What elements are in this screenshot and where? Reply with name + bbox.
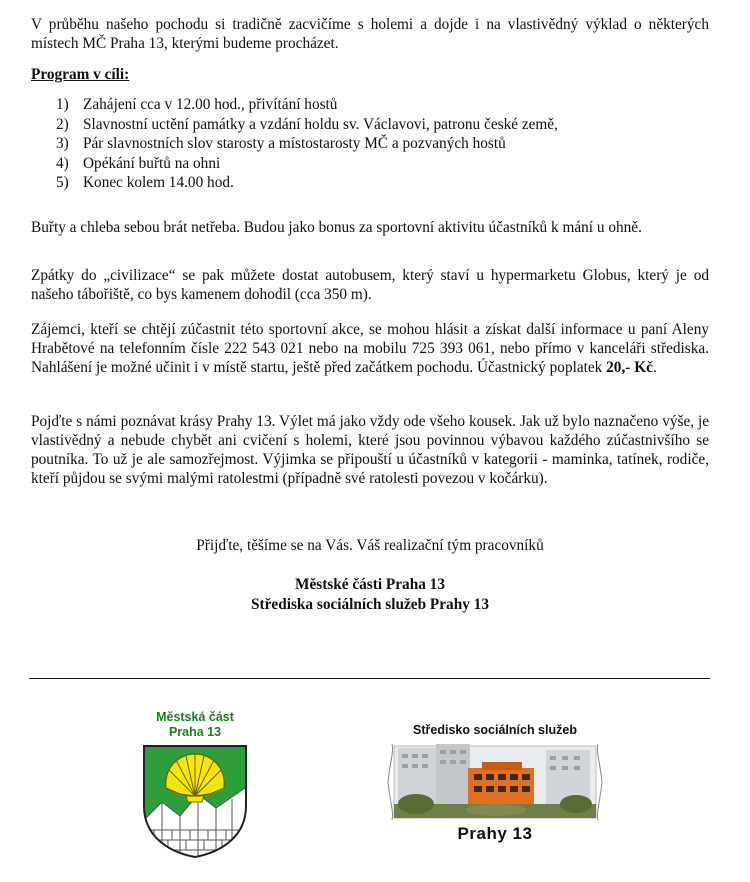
registration-end: . — [652, 359, 657, 376]
invitation-paragraph: Pojďte s námi poznávat krásy Prahy 13. Výlet má jako vždy ode všeho kousek. Jak už bylo naznačeno výše, je vlastivědný a nebude chybět ani cvičení s holemi, které jsou povinnou výbavou každého zúčastnivšího se poutníka. To už je ale samozřejmost. Výjimka se připouští u účastníků v kategorii - maminka, tatínek, rodiče, kteří půjdou se svými malými ratolestmi (případně své ratolesti povezou v kočárku). — [31, 413, 709, 487]
building-photo-icon — [386, 742, 604, 822]
program-item-number: 2) — [56, 115, 69, 133]
program-item-text: Pár slavnostních slov starosty a místostarosty MČ a pozvaných hostů — [83, 135, 506, 152]
district-logo-title-line2: Praha 13 — [168, 725, 222, 739]
program-item-number: 5) — [56, 174, 69, 191]
closing-invite: Přijďte, těšíme se na Vás. Váš realizační tým pracovníků — [196, 537, 544, 554]
program-item-text: Zahájení cca v 12.00 hod., přivítání hostů — [83, 96, 338, 113]
intro-paragraph: V průběhu našeho pochodu si tradičně zacvičíme s holemi a dojde i na vlastivědný výklad o některých místech MČ Praha 13, kterými budeme procházet. — [31, 16, 709, 52]
transport-paragraph: Zpátky do „civilizace“ se pak můžete dostat autobusem, který staví u hypermarketu Globus, který je od našeho tábořiště, co bys kamenem dohodil (cca 350 m). — [31, 267, 709, 303]
program-item — [56, 173, 558, 193]
divider-line — [29, 678, 710, 679]
signature-line-1: Městské části Praha 13 — [295, 576, 445, 593]
program-item-number: 3) — [56, 135, 69, 152]
coat-of-arms-icon — [142, 744, 248, 859]
program-list — [56, 95, 558, 193]
district-logo-title — [125, 710, 265, 740]
center-logo-subtitle: Prahy 13 — [457, 824, 533, 843]
program-item-number: 4) — [56, 154, 69, 172]
program-item — [56, 134, 558, 154]
center-logo-title: Středisko sociálních služeb — [413, 723, 577, 737]
program-item — [56, 95, 558, 115]
registration-paragraph — [31, 320, 709, 377]
district-logo-title-line1: Městská část — [156, 710, 234, 724]
program-item-text: Slavnostní uctění památky a vzdání holdu sv. Václavovi, patronu české země, — [83, 115, 558, 133]
fee-amount: 20,- Kč — [606, 359, 653, 376]
food-paragraph: Buřty a chleba sebou brát netřeba. Budou jako bonus za sportovní aktivitu účastníků k mání u ohně. — [31, 219, 642, 236]
program-item-text: Opékání buřtů na ohni — [83, 154, 221, 172]
program-item — [56, 115, 558, 135]
program-heading: Program v cíli: — [31, 66, 130, 83]
program-item-number: 1) — [56, 96, 69, 113]
registration-text: Zájemci, kteří se chtějí zúčastnit této sportovní akce, se mohou hlásit a získat další informace u paní Aleny Hrabětové na telefonním čísle 222 543 021 nebo na mobilu 725 393 061, nebo přímo v kanceláři střediska. Nahlášení je možné učinit i v místě startu, ještě před začátkem pochodu. Účastnický poplatek — [31, 321, 709, 376]
program-item — [56, 154, 558, 174]
signature-line-2: Střediska sociálních služeb Prahy 13 — [251, 596, 489, 613]
program-item-text: Konec kolem 14.00 hod. — [83, 174, 234, 191]
